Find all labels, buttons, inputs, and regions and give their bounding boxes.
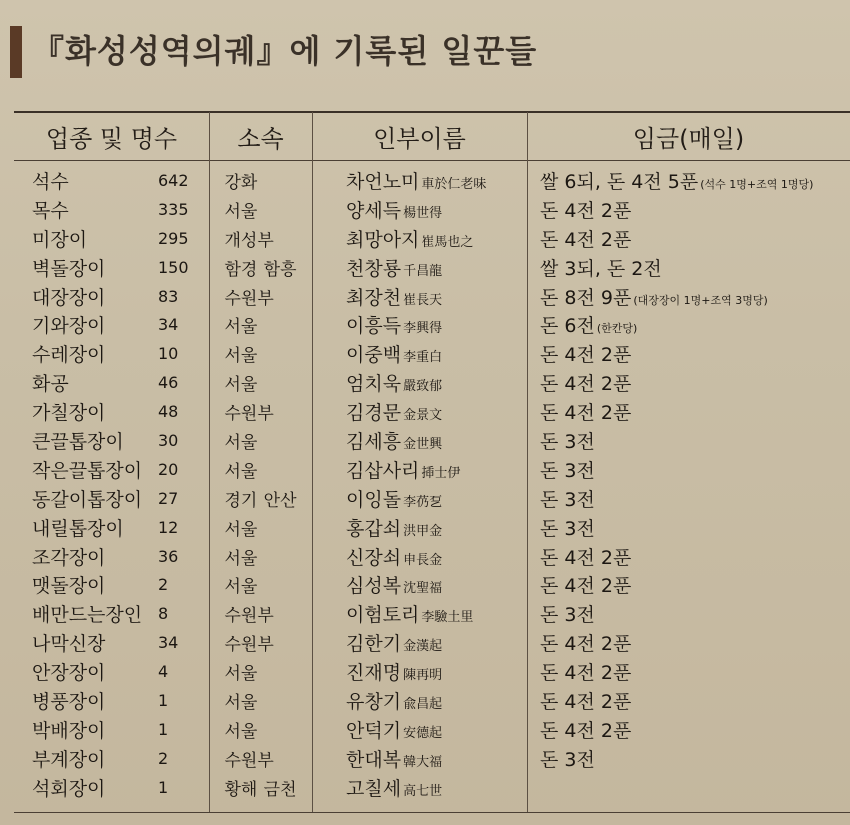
trade-name: 벽돌장이 [32,257,106,280]
worker-name: 홍갑쇠 [346,517,402,540]
wage-cell [527,310,850,339]
affiliation-cell [209,599,312,628]
trade-cell [14,773,209,802]
worker-count: 34 [158,315,179,335]
trade-name: 부계장이 [32,748,106,771]
wage-cell [527,455,850,484]
table-row [14,195,850,224]
trade-cell [14,657,209,686]
affiliation: 수원부 [224,404,274,425]
affiliation: 서울 [224,519,258,540]
affiliation-cell [209,773,312,802]
affiliation: 서울 [224,432,258,453]
table-row [14,686,850,715]
worker-name: 이흥득 [346,315,402,338]
affiliation: 수원부 [224,606,274,627]
wage-amount: 쌀 3되, 돈 2전 [540,257,662,280]
worker-cell [312,686,527,715]
worker-cell [312,160,527,195]
trade-name: 내릴톱장이 [32,517,124,540]
affiliation-cell [209,484,312,513]
affiliation: 서울 [224,317,258,338]
trade-name: 가칠장이 [32,402,106,425]
workers-table [14,112,850,802]
affiliation: 경기 안산 [224,490,297,511]
trade-cell [14,686,209,715]
worker-name-hanja: 安德起 [403,725,443,741]
worker-name: 유창기 [346,690,402,713]
trade-name: 대장장이 [32,286,106,309]
trade-cell [14,484,209,513]
worker-name-hanja: 洪甲金 [403,523,443,539]
worker-cell [312,195,527,224]
page-title: 『화성성역의궤』에 기록된 일꾼들 [32,32,538,70]
affiliation-cell [209,253,312,282]
affiliation: 황해 금천 [224,779,297,800]
affiliation: 서울 [224,346,258,367]
table-row [14,513,850,542]
worker-count: 150 [158,257,189,277]
worker-cell [312,715,527,744]
worker-name-hanja: 韓大福 [403,754,443,770]
worker-count: 4 [158,662,169,682]
wage-cell [527,195,850,224]
wage-amount: 돈 4전 2푼 [540,402,632,425]
wage-cell [527,224,850,253]
wage-cell [527,339,850,368]
worker-cell [312,599,527,628]
worker-name-hanja: 金漢起 [403,639,443,655]
worker-name: 차언노미 [346,170,420,193]
trade-cell [14,455,209,484]
trade-cell [14,570,209,599]
affiliation: 수원부 [224,635,274,656]
table-row [14,484,850,513]
trade-cell [14,195,209,224]
wage-cell [527,513,850,542]
wage-cell [527,744,850,773]
worker-name: 한대복 [346,748,402,771]
header-worker: 인부이름 [373,124,466,153]
affiliation: 서울 [224,721,258,742]
trade-name: 미장이 [32,228,88,251]
wage-note: (석수 1명+조역 1명당) [700,177,814,191]
affiliation-cell [209,160,312,195]
affiliation-cell [209,715,312,744]
table-body [14,160,850,802]
table-row [14,339,850,368]
worker-cell [312,339,527,368]
worker-name-hanja: 崔馬也之 [421,234,474,250]
header-wage: 임금(매일) [632,124,745,153]
wage-note: (대장장이 1명+조역 3명당) [633,293,768,307]
worker-count: 642 [158,170,189,190]
trade-name: 병풍장이 [32,690,106,713]
worker-name: 안덕기 [346,719,402,742]
worker-cell [312,253,527,282]
wage-amount: 돈 4전 2푼 [540,228,632,251]
worker-name: 심성복 [346,575,402,598]
affiliation: 강화 [224,172,258,193]
trade-name: 동갈이톱장이 [32,488,143,511]
worker-name: 신장쇠 [346,546,402,569]
wage-amount: 돈 4전 2푼 [540,719,632,742]
worker-count: 8 [158,604,169,624]
trade-cell [14,339,209,368]
worker-name-hanja: 申長金 [403,552,443,568]
wage-amount: 돈 4전 2푼 [540,199,632,222]
trade-name: 기와장이 [32,315,106,338]
wage-amount: 돈 6전 [540,315,595,338]
table-row [14,599,850,628]
worker-name-hanja: 陳再明 [403,668,443,684]
worker-name: 김세흥 [346,430,402,453]
worker-cell [312,744,527,773]
worker-count: 335 [158,199,189,219]
worker-count: 10 [158,344,179,364]
worker-name: 최장천 [346,286,402,309]
affiliation-cell [209,368,312,397]
worker-name-hanja: 揷士伊 [421,465,461,481]
trade-cell [14,744,209,773]
worker-cell [312,224,527,253]
affiliation: 서울 [224,548,258,569]
trade-cell [14,397,209,426]
wage-amount: 돈 4전 2푼 [540,575,632,598]
wage-amount: 돈 3전 [540,748,595,771]
trade-cell [14,282,209,311]
worker-cell [312,455,527,484]
header-affiliation: 소속 [237,124,284,153]
affiliation-cell [209,570,312,599]
worker-name-hanja: 車於仁老味 [421,176,487,192]
wage-cell [527,715,850,744]
worker-cell [312,282,527,311]
worker-name-hanja: 沈聖福 [403,581,443,597]
worker-count: 12 [158,517,179,537]
trade-cell [14,715,209,744]
worker-name-hanja: 李重白 [403,350,443,366]
wage-cell [527,657,850,686]
table-header-row [14,112,850,160]
wage-amount: 돈 4전 2푼 [540,373,632,396]
table-row [14,773,850,802]
table-row [14,368,850,397]
table-bottom-rule [14,812,850,813]
wage-amount: 돈 8전 9푼 [540,286,632,309]
worker-cell [312,310,527,339]
trade-cell [14,628,209,657]
affiliation-cell [209,542,312,571]
affiliation-cell [209,224,312,253]
worker-count: 1 [158,719,169,739]
worker-count: 46 [158,373,179,393]
wage-cell [527,686,850,715]
worker-name-hanja: 李興得 [403,321,443,337]
worker-cell [312,657,527,686]
worker-cell [312,484,527,513]
worker-count: 20 [158,459,179,479]
worker-name: 김삽사리 [346,459,420,482]
affiliation-cell [209,195,312,224]
wage-amount: 돈 4전 2푼 [540,690,632,713]
affiliation: 서울 [224,201,258,222]
wage-cell [527,599,850,628]
wage-cell [527,773,850,802]
trade-name: 작은끌톱장이 [32,459,143,482]
table-row [14,744,850,773]
trade-name: 석회장이 [32,777,106,800]
worker-cell [312,426,527,455]
trade-cell [14,310,209,339]
trade-name: 조각장이 [32,546,106,569]
affiliation: 서울 [224,577,258,598]
worker-cell [312,570,527,599]
affiliation-cell [209,657,312,686]
trade-name: 석수 [32,170,69,193]
worker-name: 김한기 [346,633,402,656]
wage-amount: 돈 4전 2푼 [540,344,632,367]
worker-name-hanja: 嚴致郁 [403,379,443,395]
worker-cell [312,397,527,426]
worker-count: 34 [158,633,179,653]
wage-cell [527,368,850,397]
wage-cell [527,570,850,599]
trade-name: 박배장이 [32,719,106,742]
table-row [14,282,850,311]
trade-cell [14,160,209,195]
worker-count: 36 [158,546,179,566]
worker-cell [312,628,527,657]
worker-count: 27 [158,488,179,508]
trade-cell [14,513,209,542]
table-row [14,310,850,339]
worker-count: 1 [158,777,169,797]
worker-count: 48 [158,402,179,422]
affiliation: 서울 [224,375,258,396]
worker-name: 이중백 [346,344,402,367]
worker-count: 2 [158,748,169,768]
affiliation: 서울 [224,461,258,482]
wage-amount: 돈 3전 [540,459,595,482]
worker-cell [312,773,527,802]
wage-amount: 돈 3전 [540,517,595,540]
wage-amount: 돈 3전 [540,604,595,627]
worker-name-hanja: 金世興 [403,436,443,452]
wage-amount: 돈 3전 [540,488,595,511]
table-row [14,570,850,599]
wage-cell [527,484,850,513]
worker-count: 83 [158,286,179,306]
affiliation: 서울 [224,692,258,713]
trade-cell [14,426,209,455]
trade-name: 큰끌톱장이 [32,430,124,453]
worker-name-hanja: 楊世得 [403,205,443,221]
header-trade: 업종 및 명수 [45,124,178,153]
affiliation-cell [209,628,312,657]
wage-cell [527,628,850,657]
wage-cell [527,397,850,426]
worker-cell [312,513,527,542]
wage-cell [527,542,850,571]
wage-note: (한칸당) [596,322,638,336]
worker-cell [312,542,527,571]
trade-cell [14,542,209,571]
worker-count: 1 [158,690,169,710]
wage-amount: 돈 4전 2푼 [540,633,632,656]
affiliation-cell [209,744,312,773]
wage-amount: 돈 4전 2푼 [540,662,632,685]
table-row [14,160,850,195]
worker-name: 천창룡 [346,257,402,280]
table-row [14,224,850,253]
affiliation: 개성부 [224,230,274,251]
wage-cell [527,426,850,455]
affiliation: 수원부 [224,288,274,309]
affiliation: 수원부 [224,750,274,771]
wage-amount: 쌀 6되, 돈 4전 5푼 [540,170,699,193]
worker-count: 2 [158,575,169,595]
trade-name: 수레장이 [32,344,106,367]
wage-cell [527,282,850,311]
table-row [14,542,850,571]
trade-name: 안장장이 [32,662,106,685]
affiliation-cell [209,310,312,339]
worker-name-hanja: 千昌龍 [403,263,443,279]
worker-name: 이험토리 [346,604,420,627]
worker-count: 30 [158,430,179,450]
title-accent-bar [10,26,22,78]
affiliation-cell [209,513,312,542]
worker-name-hanja: 李驗土里 [421,610,474,626]
worker-name: 양세득 [346,199,402,222]
trade-cell [14,253,209,282]
worker-name-hanja: 兪昌起 [403,696,443,712]
affiliation-cell [209,455,312,484]
trade-name: 화공 [32,373,69,396]
table-row [14,455,850,484]
worker-name: 이잉돌 [346,488,402,511]
trade-cell [14,368,209,397]
affiliation-cell [209,397,312,426]
table-row [14,628,850,657]
trade-name: 나막신장 [32,633,106,656]
wage-cell [527,160,850,195]
affiliation-cell [209,339,312,368]
worker-cell [312,368,527,397]
worker-name: 최망아지 [346,228,420,251]
trade-name: 맷돌장이 [32,575,106,598]
worker-name: 김경문 [346,402,402,425]
affiliation-cell [209,282,312,311]
trade-name: 목수 [32,199,69,222]
worker-name: 엄치욱 [346,373,402,396]
worker-name: 진재명 [346,662,402,685]
worker-name-hanja: 高七世 [403,783,443,799]
trade-cell [14,224,209,253]
worker-name-hanja: 崔長天 [403,292,443,308]
wage-amount: 돈 4전 2푼 [540,546,632,569]
affiliation: 함경 함흥 [224,259,297,280]
worker-name-hanja: 李芿乭 [403,494,443,510]
trade-cell [14,599,209,628]
table-row [14,657,850,686]
affiliation: 서울 [224,664,258,685]
trade-name: 배만드는장인 [32,604,143,627]
worker-name-hanja: 金景文 [403,408,443,424]
worker-name: 고칠세 [346,777,402,800]
table-row [14,397,850,426]
affiliation-cell [209,686,312,715]
table-row [14,253,850,282]
table-row [14,715,850,744]
wage-amount: 돈 3전 [540,430,595,453]
table-row [14,426,850,455]
affiliation-cell [209,426,312,455]
wage-cell [527,253,850,282]
worker-count: 295 [158,228,189,248]
